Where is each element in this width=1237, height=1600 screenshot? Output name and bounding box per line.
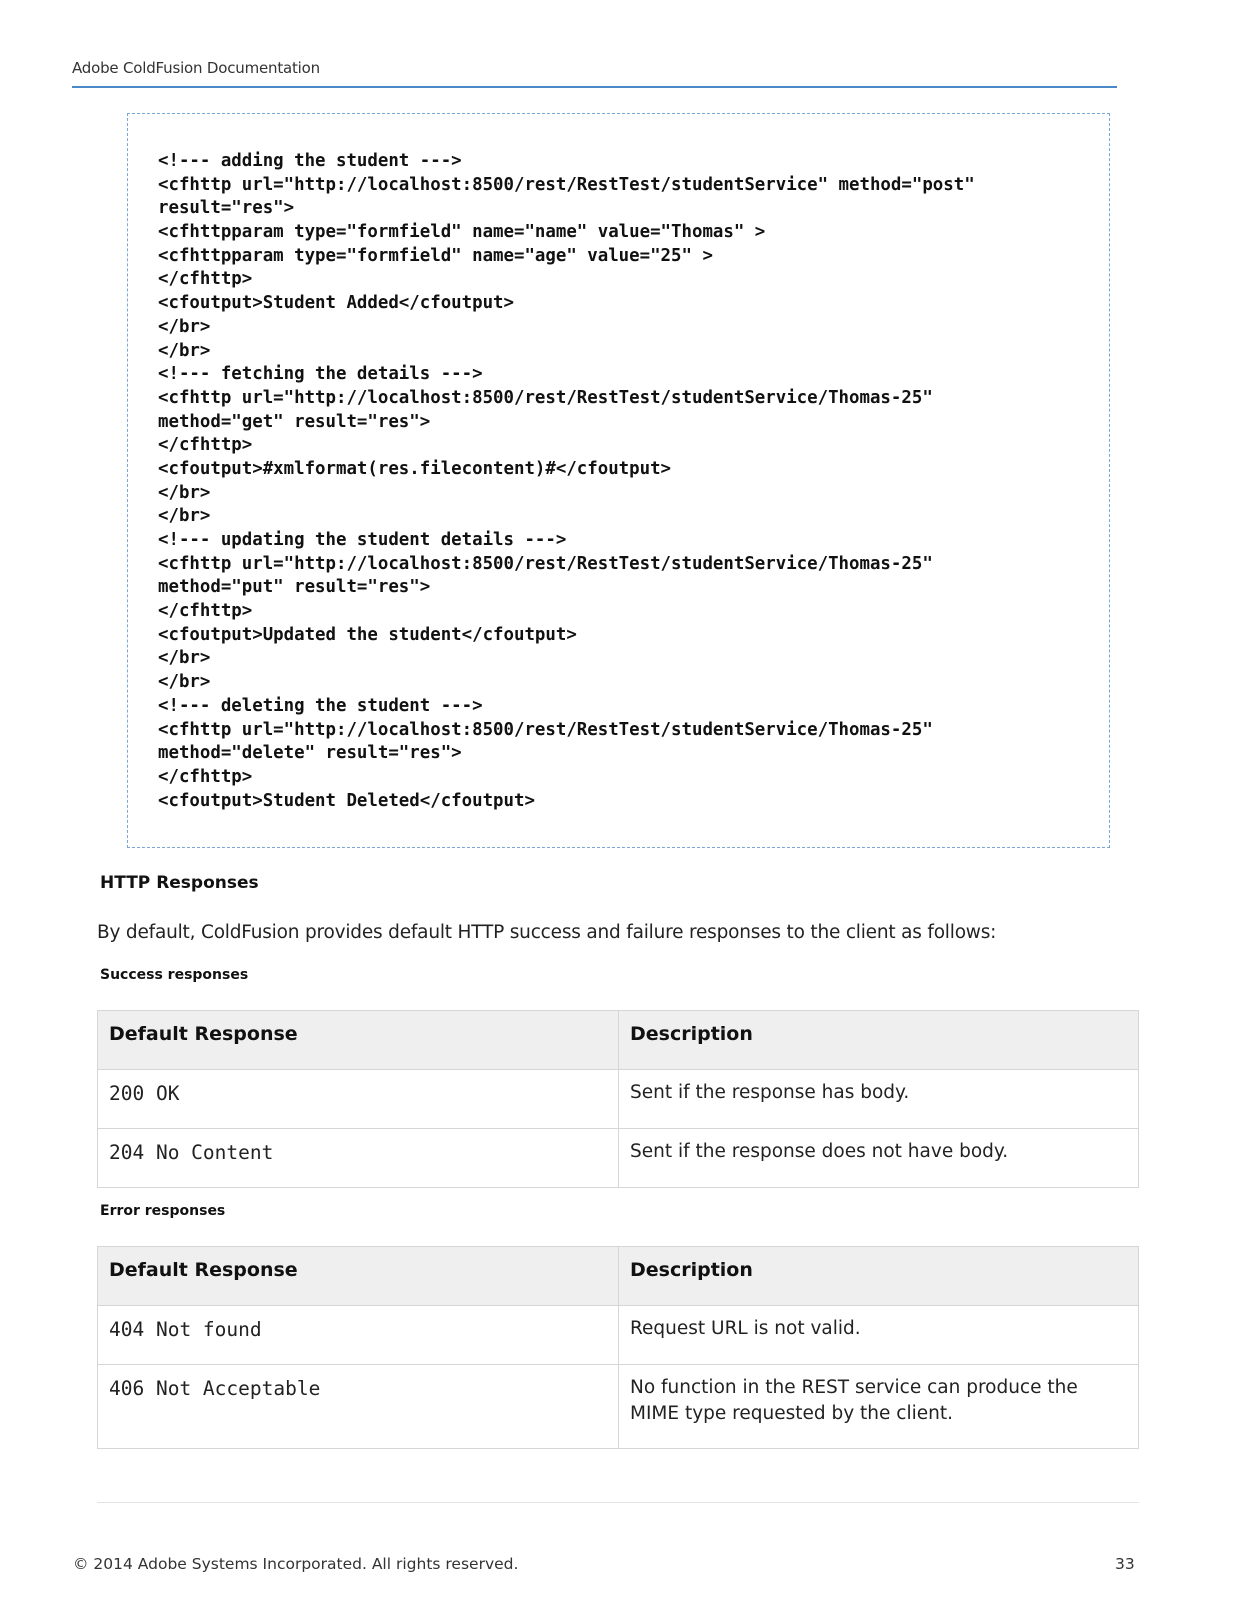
code-line: <!--- deleting the student ---> xyxy=(158,695,483,716)
code-line: <cfoutput>Student Deleted</cfoutput> xyxy=(158,790,535,811)
code-line: </br> xyxy=(158,506,211,527)
description-cell: No function in the REST service can produce the MIME type requested by the client. xyxy=(619,1365,1139,1449)
code-lines xyxy=(158,150,975,813)
response-code-cell: 404 Not found xyxy=(98,1306,619,1365)
code-line: <cfhttpparam type="formfield" name="age" value="25" > xyxy=(158,245,713,266)
code-line: <!--- updating the student details ---> xyxy=(158,530,567,550)
code-line: <cfoutput>#xmlformat(res.filecontent)#</cfoutput> xyxy=(158,458,672,479)
footer-divider xyxy=(97,1502,1139,1503)
code-line: result="res"> xyxy=(158,198,295,219)
table-row xyxy=(98,1306,1139,1365)
description-cell: Sent if the response does not have body. xyxy=(619,1129,1139,1188)
column-header: Description xyxy=(619,1011,1139,1070)
code-line: </cfhttp> xyxy=(158,435,253,456)
response-code-cell: 406 Not Acceptable xyxy=(98,1365,619,1449)
error-responses-table xyxy=(97,1246,1139,1449)
code-line: </br> xyxy=(158,648,211,669)
footer-copyright: © 2014 Adobe Systems Incorporated. All rights reserved. xyxy=(73,1555,519,1573)
code-line: <cfhttp url="http://localhost:8500/rest/RestTest/studentService/Thomas-25" xyxy=(158,719,933,740)
success-responses-heading: Success responses xyxy=(100,967,249,983)
code-line: <cfhttpparam type="formfield" name="name" value="Thomas" > xyxy=(158,222,766,243)
table-header-row xyxy=(98,1011,1139,1070)
success-responses-table xyxy=(97,1010,1139,1188)
table-row xyxy=(98,1129,1139,1188)
code-line: <cfoutput>Student Added</cfoutput> xyxy=(158,293,514,314)
code-line: method="put" result="res"> xyxy=(158,577,431,598)
page-number: 33 xyxy=(1115,1555,1135,1573)
page-header xyxy=(72,58,1117,88)
header-title: Adobe ColdFusion Documentation xyxy=(72,59,320,77)
code-line: <cfhttp url="http://localhost:8500/rest/RestTest/studentService" method="post" xyxy=(158,174,975,195)
column-header: Default Response xyxy=(98,1247,619,1306)
code-line: </br> xyxy=(158,340,211,361)
response-code-cell: 204 No Content xyxy=(98,1129,619,1188)
code-line: </br> xyxy=(158,672,211,693)
table-row xyxy=(98,1365,1139,1449)
table-row xyxy=(98,1070,1139,1129)
code-line: <cfhttp url="http://localhost:8500/rest/RestTest/studentService/Thomas-25" xyxy=(158,387,933,408)
column-header: Default Response xyxy=(98,1011,619,1070)
error-responses-heading: Error responses xyxy=(100,1203,226,1219)
code-line: <!--- adding the student ---> xyxy=(158,151,462,171)
code-block xyxy=(127,113,1110,848)
description-cell: Request URL is not valid. xyxy=(619,1306,1139,1365)
column-header: Description xyxy=(619,1247,1139,1306)
code-line: <!--- fetching the details ---> xyxy=(158,364,483,385)
description-cell: Sent if the response has body. xyxy=(619,1070,1139,1129)
code-line: </br> xyxy=(158,316,211,337)
response-code-cell: 200 OK xyxy=(98,1070,619,1129)
section-heading: HTTP Responses xyxy=(100,873,259,893)
code-line: method="get" result="res"> xyxy=(158,411,431,432)
code-line: </br> xyxy=(158,482,211,503)
code-line: </cfhttp> xyxy=(158,601,253,622)
code-line: <cfoutput>Updated the student</cfoutput> xyxy=(158,624,577,645)
code-line: </cfhttp> xyxy=(158,269,253,290)
section-intro: By default, ColdFusion provides default HTTP success and failure responses to the client as follows: xyxy=(97,922,997,943)
code-line: <cfhttp url="http://localhost:8500/rest/RestTest/studentService/Thomas-25" xyxy=(158,553,933,574)
code-line: </cfhttp> xyxy=(158,766,253,787)
code-line: method="delete" result="res"> xyxy=(158,743,462,764)
table-header-row xyxy=(98,1247,1139,1306)
